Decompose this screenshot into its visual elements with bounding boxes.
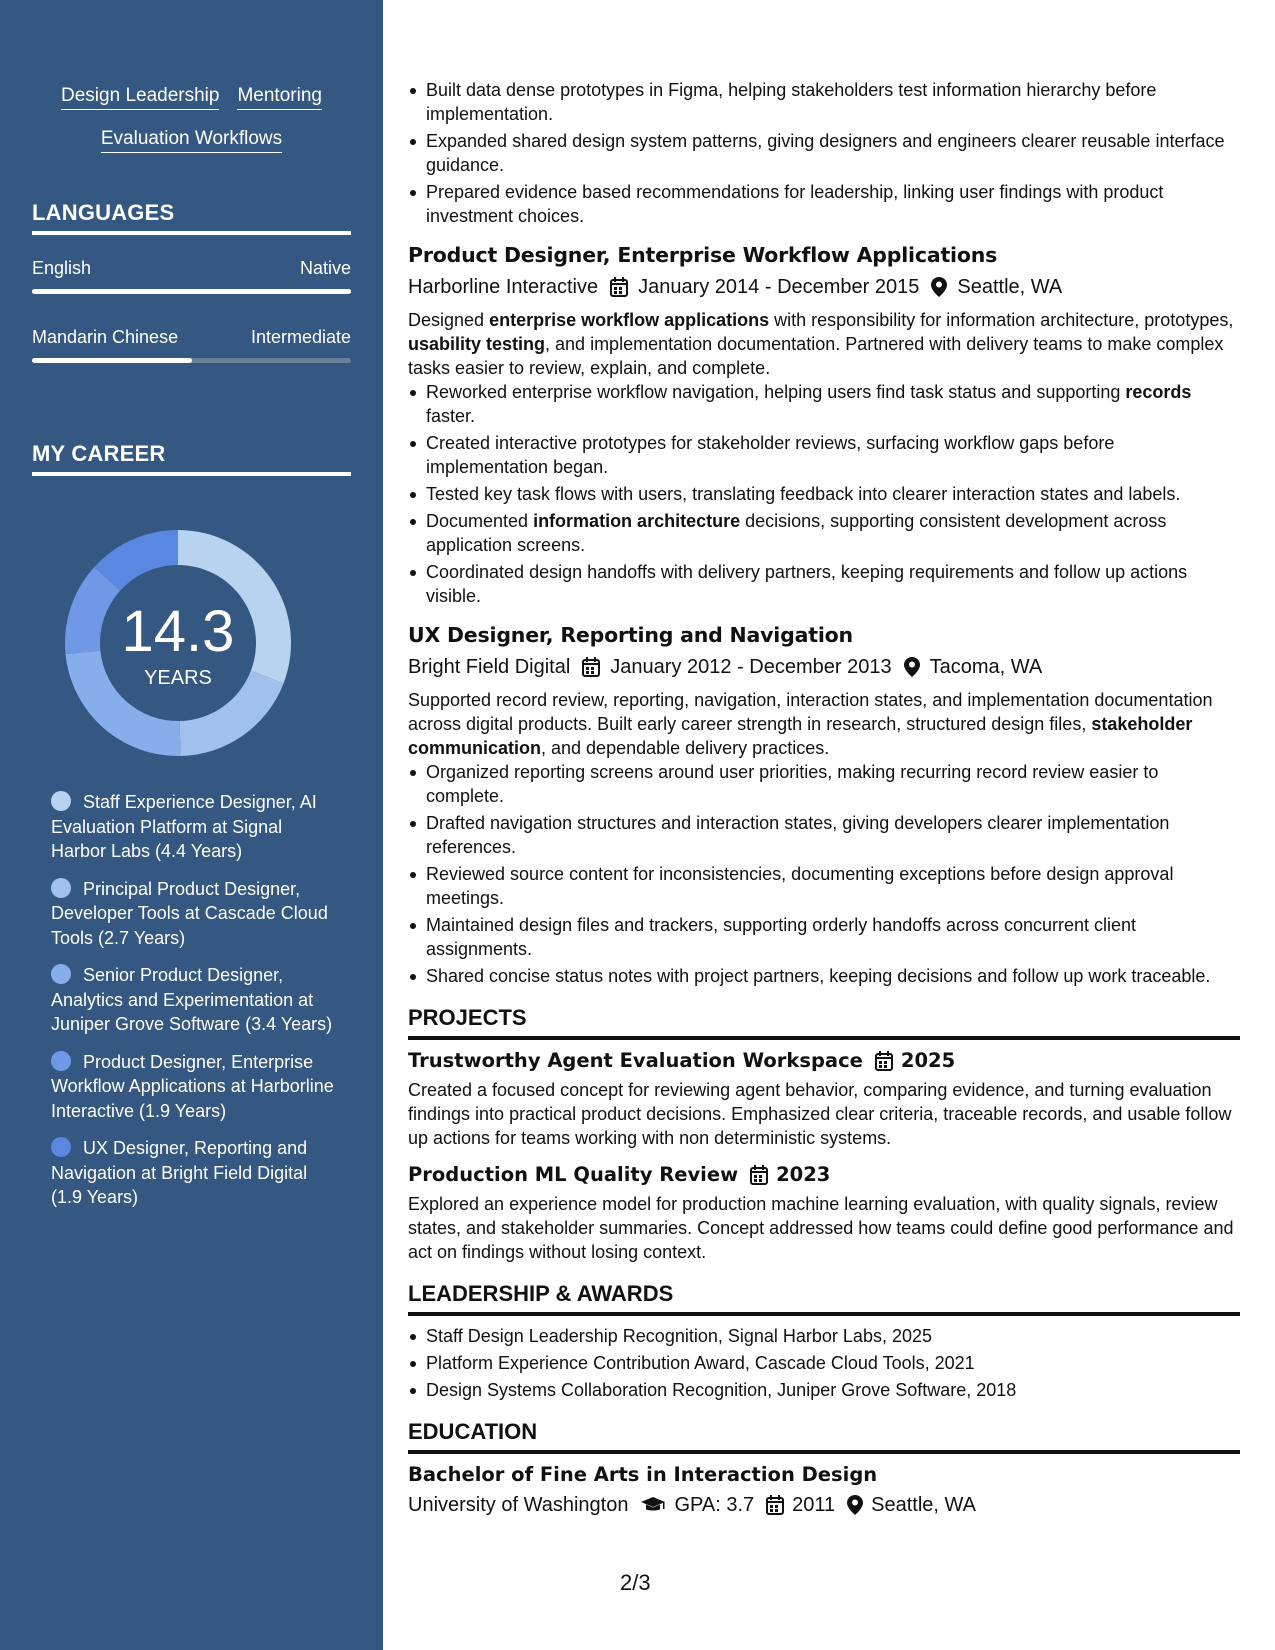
bullet-item: Documented information architecture decisions, supporting consistent development across application screens. <box>408 509 1240 557</box>
projects-heading: PROJECTS <box>408 1004 1240 1040</box>
career-dot <box>51 878 71 898</box>
job-description: Supported record review, reporting, navigation, interaction states, and implementation documentation across digital products. Built early career strength in research, structured design files, stakeholder communication, and dependable delivery practices. <box>408 690 1213 758</box>
language-proficiency-fill <box>32 358 192 363</box>
language-english <box>32 256 351 294</box>
awards-heading: LEADERSHIP & AWARDS <box>408 1280 1240 1316</box>
bullet-item: Created interactive prototypes for stakeholder reviews, surfacing workflow gaps before implementation began. <box>408 431 1240 479</box>
bullet-item: Reworked enterprise workflow navigation, helping users find task status and supporting records faster. <box>408 380 1240 428</box>
career-dot <box>51 791 71 811</box>
project-year: 2023 <box>776 1163 831 1186</box>
bullet-item: Coordinated design handoffs with delivery partners, keeping requirements and follow up actions visible. <box>408 560 1240 608</box>
project-title: Production ML Quality Review <box>408 1163 739 1186</box>
bullet-item: Built data dense prototypes in Figma, helping stakeholders test information hierarchy before implementation. <box>408 78 1240 126</box>
job-meta <box>408 274 1240 300</box>
career-legend <box>51 790 336 1223</box>
job-title: UX Designer, Reporting and Navigation <box>408 623 853 647</box>
career-item-label: Senior Product Designer, Analytics and Experimentation at Juniper Grove Software (3.4 Years) <box>51 965 333 1034</box>
language-proficiency-fill <box>32 289 351 294</box>
career-item <box>51 963 336 1037</box>
page-number: 2/3 <box>620 1570 651 1595</box>
job-bright-field <box>408 622 1240 988</box>
bullet-item: Maintained design files and trackers, supporting orderly handoffs across concurrent client assignments. <box>408 913 1240 961</box>
bullet-item: Reviewed source content for inconsistencies, documenting exceptions before design approval meetings. <box>408 862 1240 910</box>
education-location: Seattle, WA <box>871 1494 977 1516</box>
project-title: Trustworthy Agent Evaluation Workspace <box>408 1049 863 1072</box>
job-dates: January 2012 - December 2013 <box>610 656 892 678</box>
career-item <box>51 877 336 951</box>
career-item-label: Product Designer, Enterprise Workflow Applications at Harborline Interactive (1.9 Years) <box>51 1051 334 1121</box>
project-description: Created a focused concept for reviewing agent behavior, comparing evidence, and turning evaluation findings into practical product decisions. Emphasized clear criteria, traceable records, and usable follow up actions for teams working with non deterministic systems. <box>408 1080 1232 1148</box>
location-pin-icon <box>847 1495 863 1515</box>
bullet-item: Shared concise status notes with project partners, keeping decisions and follow up work traceable. <box>408 964 1240 988</box>
job-dates: January 2014 - December 2015 <box>638 276 920 298</box>
career-item <box>51 1136 336 1210</box>
skill-mentoring[interactable]: Mentoring <box>237 84 322 110</box>
job-description: Designed enterprise workflow applications with responsibility for information architecture, prototypes, usability testing, and implementation documentation. Partnered with delivery teams to make complex tasks easier to review, explain, and complete. <box>408 310 1234 378</box>
calendar-icon <box>582 657 600 677</box>
calendar-icon <box>766 1495 784 1515</box>
bullet-item: Drafted navigation structures and interaction states, giving developers clearer implementation references. <box>408 811 1240 859</box>
calendar-icon <box>750 1165 768 1185</box>
project-item <box>408 1048 1240 1150</box>
job-bullets <box>408 760 1240 988</box>
career-item <box>51 1050 336 1124</box>
career-item <box>51 790 336 864</box>
calendar-icon <box>875 1051 893 1071</box>
location-pin-icon <box>931 277 947 297</box>
graduation-year: 2011 <box>792 1494 836 1516</box>
bullet-item: Tested key task flows with users, translating feedback into clearer interaction states and labels. <box>408 482 1240 506</box>
language-name: English <box>32 258 92 278</box>
location-pin-icon <box>904 657 920 677</box>
job-location: Seattle, WA <box>957 276 1063 298</box>
career-years-label: YEARS <box>144 667 212 689</box>
career-item-label: Principal Product Designer, Developer Tools at Cascade Cloud Tools (2.7 Years) <box>51 878 328 948</box>
career-item-label: UX Designer, Reporting and Navigation at Bright Field Digital (1.9 Years) <box>51 1138 308 1207</box>
language-name: Mandarin Chinese <box>32 327 179 347</box>
project-title-row <box>408 1048 1240 1074</box>
career-dot <box>51 1137 71 1157</box>
career-donut-chart <box>65 530 291 756</box>
project-description: Explored an experience model for production machine learning evaluation, with quality signals, review states, and stakeholder summaries. Concept addressed how teams could define good performance and act on findings without losing context. <box>408 1194 1234 1262</box>
language-proficiency-bar <box>32 289 351 294</box>
job-title: Product Designer, Enterprise Workflow Applications <box>408 243 998 267</box>
graduation-cap-icon <box>640 1495 666 1515</box>
main-content <box>408 78 1240 1518</box>
bullet-item: Expanded shared design system patterns, giving designers and engineers clearer reusable interface guidance. <box>408 129 1240 177</box>
bullet-item: Organized reporting screens around user priorities, making recurring record review easier to complete. <box>408 760 1240 808</box>
project-item <box>408 1162 1240 1264</box>
language-proficiency-bar <box>32 358 351 363</box>
education-meta <box>408 1492 1240 1518</box>
career-item-label: Staff Experience Designer, AI Evaluation Platform at Signal Harbor Labs (4.4 Years) <box>51 792 317 861</box>
sidebar <box>0 0 383 1650</box>
previous-job-bullets <box>408 78 1240 228</box>
career-total-years: 14.3 <box>121 599 235 664</box>
languages-heading: LANGUAGES <box>32 199 351 235</box>
language-level: Intermediate <box>250 327 351 347</box>
company-name: Harborline Interactive <box>408 276 599 298</box>
award-item: Design Systems Collaboration Recognition, Juniper Grove Software, 2018 <box>408 1378 1240 1402</box>
skill-design-leadership[interactable]: Design Leadership <box>61 84 219 110</box>
school-name: University of Washington <box>408 1494 629 1516</box>
language-level: Native <box>299 258 351 278</box>
bullet-item: Prepared evidence based recommendations for leadership, linking user findings with product investment choices. <box>408 180 1240 228</box>
award-item: Platform Experience Contribution Award, Cascade Cloud Tools, 2021 <box>408 1351 1240 1375</box>
project-title-row <box>408 1162 1240 1188</box>
job-harborline <box>408 242 1240 608</box>
career-heading: MY CAREER <box>32 440 351 476</box>
project-year: 2025 <box>900 1049 956 1072</box>
language-mandarin <box>32 325 351 363</box>
degree-title: Bachelor of Fine Arts in Interaction Design <box>408 1463 878 1486</box>
career-dot <box>51 1051 71 1071</box>
company-name: Bright Field Digital <box>408 656 571 678</box>
calendar-icon <box>610 277 628 297</box>
skill-evaluation-workflows[interactable]: Evaluation Workflows <box>101 127 282 153</box>
education-heading: EDUCATION <box>408 1418 1240 1454</box>
awards-list <box>408 1324 1240 1402</box>
gpa: GPA: 3.7 <box>674 1494 755 1516</box>
career-dot <box>51 964 71 984</box>
job-bullets <box>408 380 1240 608</box>
award-item: Staff Design Leadership Recognition, Signal Harbor Labs, 2025 <box>408 1324 1240 1348</box>
job-meta <box>408 654 1240 680</box>
job-location: Tacoma, WA <box>929 656 1043 678</box>
skills-section <box>32 84 351 170</box>
